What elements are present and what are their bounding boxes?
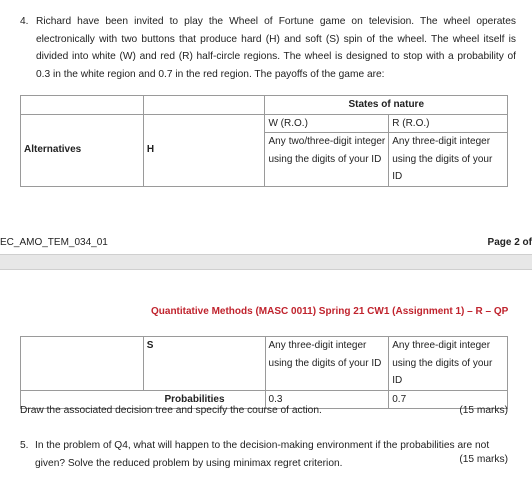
instruction-text: Draw the associated decision tree and specify the course of action. bbox=[20, 405, 322, 416]
cell-h-white: Any two/three-digit integer using the digits of your ID bbox=[265, 133, 389, 187]
row-label-s: S bbox=[143, 337, 265, 391]
column-header-red: R (R.O.) bbox=[389, 114, 508, 133]
cell-h-red: Any three-digit integer using the digits of your ID bbox=[389, 133, 508, 187]
cell-s-red: Any three-digit integer using the digits of your ID bbox=[389, 337, 508, 391]
marks-q4: (15 marks) bbox=[459, 405, 508, 416]
payoff-table-part-1 bbox=[20, 95, 508, 187]
probability-red: 0.7 bbox=[389, 390, 508, 409]
payoff-table-part-2 bbox=[20, 336, 508, 409]
states-of-nature-header: States of nature bbox=[265, 96, 508, 115]
probability-white: 0.3 bbox=[265, 390, 389, 409]
page-break bbox=[0, 254, 532, 270]
page-number: Page 2 of bbox=[487, 237, 532, 248]
question-text: Richard have been invited to play the Wheel of Fortune game on television. The wheel operates electronically with two buttons that produce hard (H) and soft (S) spin of the wheel. The wheel itself is divided into white (W) and red (R) half-circle regions. The wheel is designed to stop with a probability of 0.3 in the white region and 0.7 in the red region. The payoffs of the game are: bbox=[36, 16, 516, 80]
empty-cell bbox=[21, 96, 144, 115]
document-code: EC_AMO_TEM_034_01 bbox=[0, 237, 108, 248]
question-number: 5. bbox=[20, 440, 29, 451]
probabilities-label: Probabilities bbox=[21, 390, 266, 409]
question-number: 4. bbox=[20, 16, 29, 27]
empty-cell bbox=[143, 96, 265, 115]
alternatives-label: Alternatives bbox=[21, 114, 144, 186]
page-header: Quantitative Methods (MASC 0011) Spring 21 CW1 (Assignment 1) – R – QP bbox=[151, 306, 509, 317]
empty-cell bbox=[21, 337, 144, 391]
row-label-h: H bbox=[143, 114, 265, 186]
cell-s-white: Any three-digit integer using the digits of your ID bbox=[265, 337, 389, 391]
question-text: In the problem of Q4, what will happen to the decision-making environment if the probabilities are not given? Solve the reduced problem by using minimax regret criterion. bbox=[35, 440, 490, 469]
column-header-white: W (R.O.) bbox=[265, 114, 389, 133]
marks-q5: (15 marks) bbox=[459, 454, 508, 465]
